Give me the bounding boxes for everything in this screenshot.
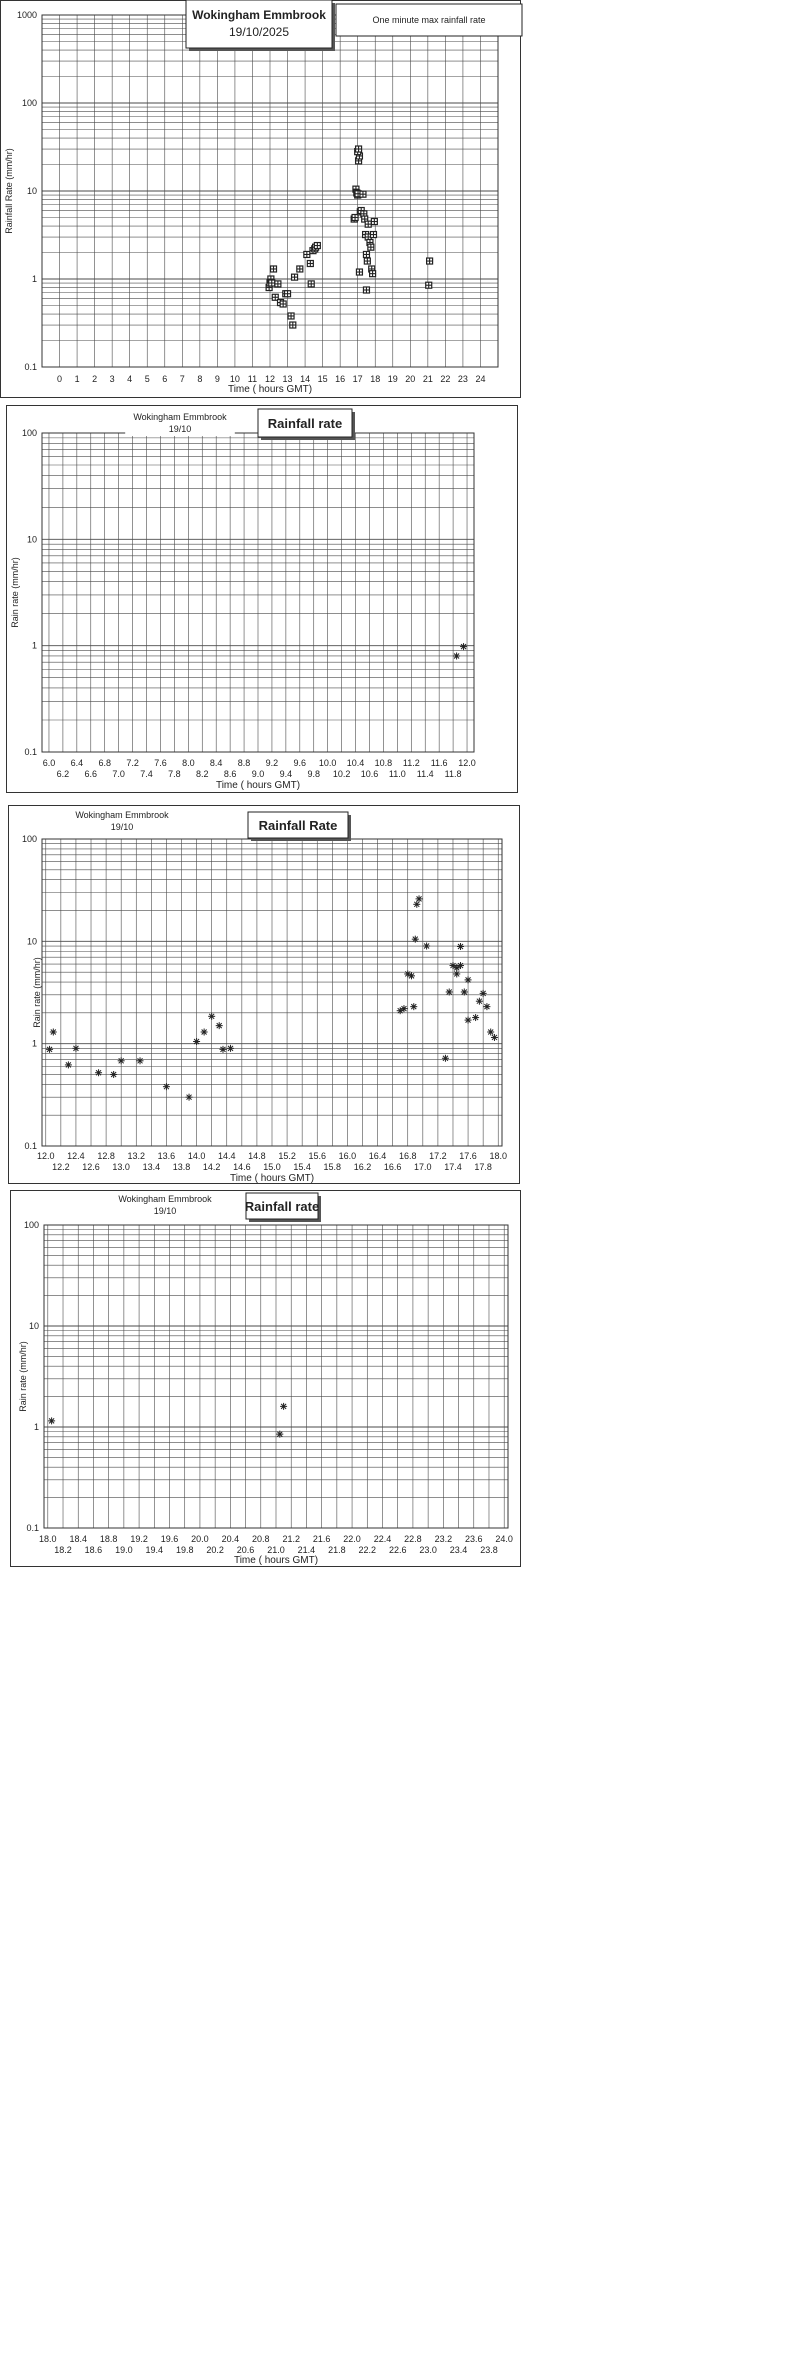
data-point <box>95 1069 102 1076</box>
x-tick-label: 13.2 <box>127 1151 146 1161</box>
y-tick-label: 10 <box>26 186 37 196</box>
data-point <box>364 258 370 264</box>
data-point <box>288 313 294 319</box>
y-axis-label: Rain rate (mm/hr) <box>18 1341 28 1412</box>
data-point <box>186 1094 193 1101</box>
x-tick-label: 18 <box>370 374 381 384</box>
x-axis-label: Time ( hours GMT) <box>215 780 301 791</box>
data-point <box>426 282 432 288</box>
data-point <box>423 943 430 950</box>
x-tick-label: 16.6 <box>383 1162 402 1172</box>
x-tick-label: 8.6 <box>223 769 237 779</box>
x-tick-label: 2 <box>92 374 98 384</box>
data-point <box>48 1417 55 1424</box>
x-tick-label: 22.2 <box>358 1545 377 1555</box>
x-tick-label: 21 <box>422 374 433 384</box>
data-point <box>290 322 296 328</box>
chart-title: Wokingham Emmbrook <box>133 412 227 422</box>
y-tick-label: 100 <box>21 98 37 108</box>
chart-panel-4 <box>11 1191 521 1567</box>
x-tick-label: 17.4 <box>444 1162 462 1172</box>
chart-panel-2 <box>7 406 518 793</box>
x-tick-label: 23.0 <box>419 1545 437 1555</box>
data-point <box>227 1045 234 1052</box>
x-tick-label: 20.0 <box>191 1534 209 1544</box>
data-point <box>285 291 291 297</box>
data-point <box>307 261 313 267</box>
x-tick-label: 23.6 <box>465 1534 483 1544</box>
data-point <box>118 1057 125 1064</box>
data-point <box>446 988 453 995</box>
x-tick-label: 19.0 <box>115 1545 133 1555</box>
data-point <box>280 1403 287 1410</box>
x-tick-label: 20.2 <box>206 1545 224 1555</box>
x-tick-label: 19.8 <box>175 1545 194 1555</box>
x-tick-label: 14.2 <box>202 1162 221 1172</box>
data-point <box>314 243 320 249</box>
x-tick-label: 12.6 <box>82 1162 100 1172</box>
y-axis-label: Rainfall Rate (mm/hr) <box>4 148 14 234</box>
x-tick-label: 8.4 <box>209 758 223 768</box>
y-tick-label: 10 <box>28 1321 39 1331</box>
chart-subtitle: 19/10 <box>110 822 134 832</box>
x-tick-label: 22.8 <box>404 1534 422 1544</box>
x-tick-label: 17.8 <box>474 1162 492 1172</box>
data-point <box>72 1045 79 1052</box>
x-tick-label: 10.2 <box>332 769 351 779</box>
data-point <box>216 1022 223 1029</box>
x-tick-label: 17.6 <box>459 1151 477 1161</box>
x-tick-label: 17.0 <box>414 1162 432 1172</box>
x-tick-label: 15.4 <box>293 1162 311 1172</box>
data-point <box>453 652 460 659</box>
data-point <box>457 943 464 950</box>
x-tick-label: 20 <box>405 374 416 384</box>
x-tick-label: 14.6 <box>233 1162 251 1172</box>
x-tick-label: 19.2 <box>130 1534 148 1544</box>
chart-panel-1 <box>1 0 523 398</box>
x-tick-label: 6 <box>162 374 168 384</box>
data-point <box>465 1017 472 1024</box>
x-tick-label: 23.4 <box>449 1545 468 1555</box>
chart-title: Wokingham Emmbrook <box>75 810 169 820</box>
x-tick-label: 4 <box>127 374 133 384</box>
x-tick-label: 18.6 <box>84 1545 103 1555</box>
y-tick-label: 0.1 <box>24 362 37 372</box>
data-point <box>483 1003 490 1010</box>
x-tick-label: 15.0 <box>263 1162 281 1172</box>
data-point <box>276 1431 283 1438</box>
x-tick-label: 20.6 <box>236 1545 255 1555</box>
data-point <box>461 988 468 995</box>
x-tick-label: 13 <box>282 374 293 384</box>
x-tick-label: 20.8 <box>252 1534 270 1544</box>
x-tick-label: 12.8 <box>97 1151 115 1161</box>
legend-label: Rainfall rate <box>267 416 343 431</box>
x-tick-label: 10 <box>229 374 240 384</box>
legend-label: Rainfall Rate <box>258 818 338 833</box>
chart-title: Wokingham Emmbrook <box>118 1194 212 1204</box>
x-tick-label: 20.4 <box>221 1534 240 1544</box>
x-tick-label: 23 <box>457 374 468 384</box>
y-tick-label: 100 <box>23 1220 39 1230</box>
chart-title: Wokingham Emmbrook <box>192 8 326 22</box>
x-tick-label: 19.6 <box>160 1534 179 1544</box>
data-point <box>457 962 464 969</box>
x-tick-label: 12.0 <box>37 1151 55 1161</box>
x-tick-label: 24 <box>475 374 486 384</box>
data-point <box>400 1005 407 1012</box>
data-point <box>163 1083 170 1090</box>
x-tick-label: 13.0 <box>112 1162 130 1172</box>
x-tick-label: 21.8 <box>328 1545 346 1555</box>
x-tick-label: 10.6 <box>360 769 379 779</box>
data-point <box>46 1046 53 1053</box>
data-point <box>50 1029 57 1036</box>
x-tick-label: 11.6 <box>430 758 448 768</box>
x-tick-label: 5 <box>144 374 150 384</box>
x-tick-label: 15.6 <box>308 1151 327 1161</box>
x-tick-label: 17.2 <box>429 1151 447 1161</box>
chart-panel-3 <box>9 806 520 1185</box>
x-tick-label: 21.4 <box>297 1545 316 1555</box>
y-tick-label: 100 <box>21 834 37 844</box>
data-point <box>275 281 281 287</box>
x-tick-label: 21.0 <box>267 1545 285 1555</box>
y-tick-label: 10 <box>26 534 37 545</box>
data-point <box>65 1061 72 1068</box>
x-tick-label: 9 <box>214 374 220 384</box>
x-tick-label: 23.8 <box>480 1545 498 1555</box>
data-point <box>365 221 371 227</box>
x-tick-label: 18.0 <box>39 1534 57 1544</box>
x-tick-label: 18.0 <box>489 1151 507 1161</box>
y-axis-label: Rain rate (mm/hr) <box>10 557 20 628</box>
data-point <box>472 1014 479 1021</box>
x-tick-label: 13.8 <box>172 1162 191 1172</box>
x-tick-label: 7.8 <box>168 769 181 779</box>
x-tick-label: 9.4 <box>279 769 293 779</box>
x-tick-label: 9.8 <box>307 769 320 779</box>
data-point <box>304 251 310 257</box>
x-tick-label: 22 <box>440 374 451 384</box>
x-tick-label: 14 <box>300 374 311 384</box>
x-tick-label: 12.2 <box>52 1162 70 1172</box>
data-point <box>408 972 415 979</box>
data-point <box>491 1034 498 1041</box>
data-point <box>193 1038 200 1045</box>
x-tick-label: 6.6 <box>84 769 98 779</box>
data-point <box>363 251 369 257</box>
x-tick-label: 9.6 <box>293 758 307 768</box>
y-tick-label: 0.1 <box>24 1141 37 1151</box>
x-tick-label: 13.6 <box>157 1151 176 1161</box>
x-tick-label: 22.6 <box>388 1545 407 1555</box>
y-tick-label: 0.1 <box>24 747 37 757</box>
data-point <box>356 146 362 152</box>
x-tick-label: 6.8 <box>98 758 111 768</box>
x-tick-label: 6.4 <box>70 758 84 768</box>
data-point <box>308 281 314 287</box>
x-tick-label: 11.2 <box>402 758 420 768</box>
x-tick-label: 8 <box>197 374 203 384</box>
x-tick-label: 21.2 <box>282 1534 300 1544</box>
chart-frame <box>9 806 520 1184</box>
chart-frame <box>11 1191 521 1567</box>
x-tick-label: 16.4 <box>368 1151 387 1161</box>
x-tick-label: 16.2 <box>353 1162 372 1172</box>
x-tick-label: 24.0 <box>495 1534 513 1544</box>
x-tick-label: 0 <box>57 374 63 384</box>
x-tick-label: 13.4 <box>142 1162 161 1172</box>
data-point <box>412 936 419 943</box>
x-tick-label: 19 <box>387 374 398 384</box>
x-tick-label: 7.2 <box>126 758 139 768</box>
x-tick-label: 10.4 <box>346 758 365 768</box>
x-tick-label: 10.8 <box>374 758 393 768</box>
x-tick-label: 23.2 <box>434 1534 453 1544</box>
data-point <box>219 1046 226 1053</box>
x-tick-label: 14.4 <box>217 1151 236 1161</box>
x-tick-label: 9.2 <box>265 758 279 768</box>
x-tick-label: 16.0 <box>338 1151 357 1161</box>
x-tick-label: 18.2 <box>54 1545 72 1555</box>
data-point <box>370 232 376 238</box>
x-tick-label: 1 <box>74 374 80 384</box>
x-tick-label: 6.0 <box>42 758 56 768</box>
data-point <box>363 287 369 293</box>
data-point <box>476 998 483 1005</box>
x-tick-label: 11.4 <box>416 769 434 779</box>
data-point <box>460 643 467 650</box>
chart-frame <box>7 406 518 793</box>
data-point <box>280 301 286 307</box>
chart-subtitle: 19/10/2025 <box>228 25 290 39</box>
data-point <box>360 191 366 197</box>
y-tick-label: 0.1 <box>26 1523 39 1533</box>
data-point <box>410 1003 417 1010</box>
x-tick-label: 14.0 <box>187 1151 206 1161</box>
data-point <box>292 274 298 280</box>
x-tick-label: 12.0 <box>458 758 476 768</box>
y-tick-label: 1 <box>33 1422 39 1432</box>
x-tick-label: 10.0 <box>318 758 337 768</box>
x-tick-label: 19.4 <box>145 1545 164 1555</box>
x-tick-label: 9.0 <box>251 769 265 779</box>
data-point <box>297 266 303 272</box>
data-point <box>427 258 433 264</box>
x-tick-label: 11.8 <box>444 769 462 779</box>
x-tick-label: 15 <box>317 374 328 384</box>
y-tick-label: 100 <box>21 428 37 438</box>
x-tick-label: 7.0 <box>112 769 125 779</box>
x-tick-label: 21.6 <box>312 1534 331 1544</box>
chart-subtitle: 19/10 <box>153 1206 177 1216</box>
x-tick-label: 6.2 <box>56 769 70 779</box>
y-tick-label: 10 <box>26 936 37 947</box>
x-tick-label: 17 <box>352 374 363 384</box>
x-axis-label: Time ( hours GMT) <box>229 1173 315 1184</box>
y-tick-label: 1 <box>31 274 37 284</box>
y-tick-label: 1000 <box>16 10 37 20</box>
x-tick-label: 7 <box>179 374 185 384</box>
x-tick-label: 18.8 <box>99 1534 118 1544</box>
x-tick-label: 16.8 <box>398 1151 417 1161</box>
x-tick-label: 11 <box>247 374 258 384</box>
x-tick-label: 8.8 <box>237 758 251 768</box>
data-point <box>416 895 423 902</box>
data-point <box>453 970 460 977</box>
data-point <box>371 219 377 225</box>
legend-label: Rainfall rate <box>244 1199 320 1214</box>
legend-label: One minute max rainfall rate <box>372 15 486 25</box>
x-tick-label: 22.4 <box>373 1534 392 1544</box>
data-point <box>271 266 277 272</box>
data-point <box>208 1013 215 1020</box>
data-point <box>356 269 362 275</box>
x-tick-label: 12 <box>264 374 276 384</box>
x-axis-label: Time ( hours GMT) <box>233 1555 319 1566</box>
x-tick-label: 15.2 <box>278 1151 296 1161</box>
data-point <box>370 271 376 277</box>
data-point <box>137 1057 144 1064</box>
data-point <box>487 1029 494 1036</box>
x-tick-label: 11.0 <box>388 769 406 779</box>
y-axis-label: Rain rate (mm/hr) <box>32 957 42 1028</box>
x-tick-label: 7.4 <box>140 769 153 779</box>
x-tick-label: 7.6 <box>154 758 167 768</box>
data-point <box>201 1029 208 1036</box>
x-tick-label: 14.8 <box>248 1151 266 1161</box>
x-tick-label: 18.4 <box>69 1534 87 1544</box>
x-tick-label: 16 <box>335 374 346 384</box>
data-point <box>442 1055 449 1062</box>
x-tick-label: 3 <box>109 374 115 384</box>
chart-frame <box>1 1 521 398</box>
data-point <box>465 976 472 983</box>
x-tick-label: 12.4 <box>67 1151 85 1161</box>
data-point <box>110 1071 117 1078</box>
x-tick-label: 8.2 <box>196 769 209 779</box>
data-point <box>368 244 374 250</box>
x-tick-label: 8.0 <box>182 758 195 768</box>
y-tick-label: 1 <box>31 640 37 651</box>
chart-subtitle: 19/10 <box>168 424 192 434</box>
data-point <box>480 990 487 997</box>
y-tick-label: 1 <box>31 1038 37 1049</box>
data-point <box>269 280 275 286</box>
x-tick-label: 15.8 <box>323 1162 342 1172</box>
x-tick-label: 22.0 <box>343 1534 361 1544</box>
x-axis-label: Time ( hours GMT) <box>227 384 313 395</box>
